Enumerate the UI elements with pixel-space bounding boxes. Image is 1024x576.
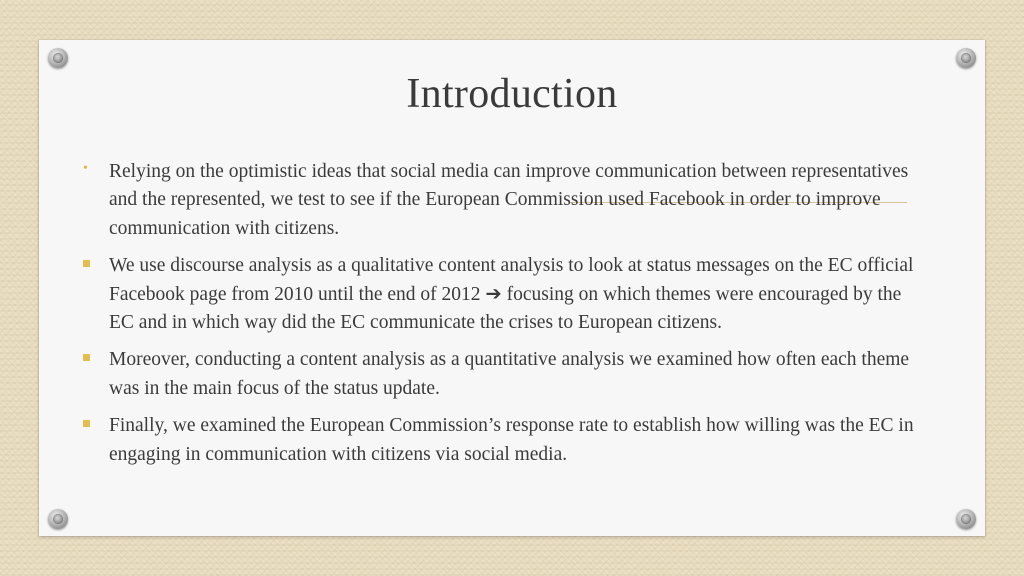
screw-bottom-left-icon <box>48 509 68 529</box>
arrow-right-icon: ➔ <box>485 283 502 305</box>
bullet-text-before: We use discourse analysis as a qualitative content analysis to look at status messages on the EC official Facebook page from 2010 until the end of 2012 <box>109 255 914 305</box>
screw-top-left-icon <box>48 48 68 68</box>
slide-title: Introduction <box>406 71 618 117</box>
slide <box>39 40 985 536</box>
bullet-item-2 <box>83 252 923 337</box>
square-bullet-icon <box>83 420 90 427</box>
round-bullet-icon: • <box>83 161 88 176</box>
bullet-item-4 <box>83 412 923 469</box>
screw-top-right-icon <box>956 48 976 68</box>
bullet-text: Finally, we examined the European Commission’s response rate to establish how willing was the EC in engaging in communication with citizens via social media. <box>109 415 914 465</box>
square-bullet-icon <box>83 260 90 267</box>
bullet-text: Relying on the optimistic ideas that social media can improve communication between representatives and the represented, we test to see if the European Commission used Facebook in order to improve communication with citizens. <box>109 161 909 239</box>
square-bullet-icon <box>83 354 90 361</box>
screw-bottom-right-icon <box>956 509 976 529</box>
bullet-text: Moreover, conducting a content analysis as a quantitative analysis we examined how often each theme was in the main focus of the status update. <box>109 349 910 399</box>
bullet-text-after: focusing on which themes were encouraged by the EC and in which way did the EC communicate the crises to European citizens. <box>109 283 902 334</box>
bullet-item-1 <box>83 158 923 243</box>
bullet-item-3 <box>83 346 923 403</box>
bullet-list <box>83 158 923 478</box>
